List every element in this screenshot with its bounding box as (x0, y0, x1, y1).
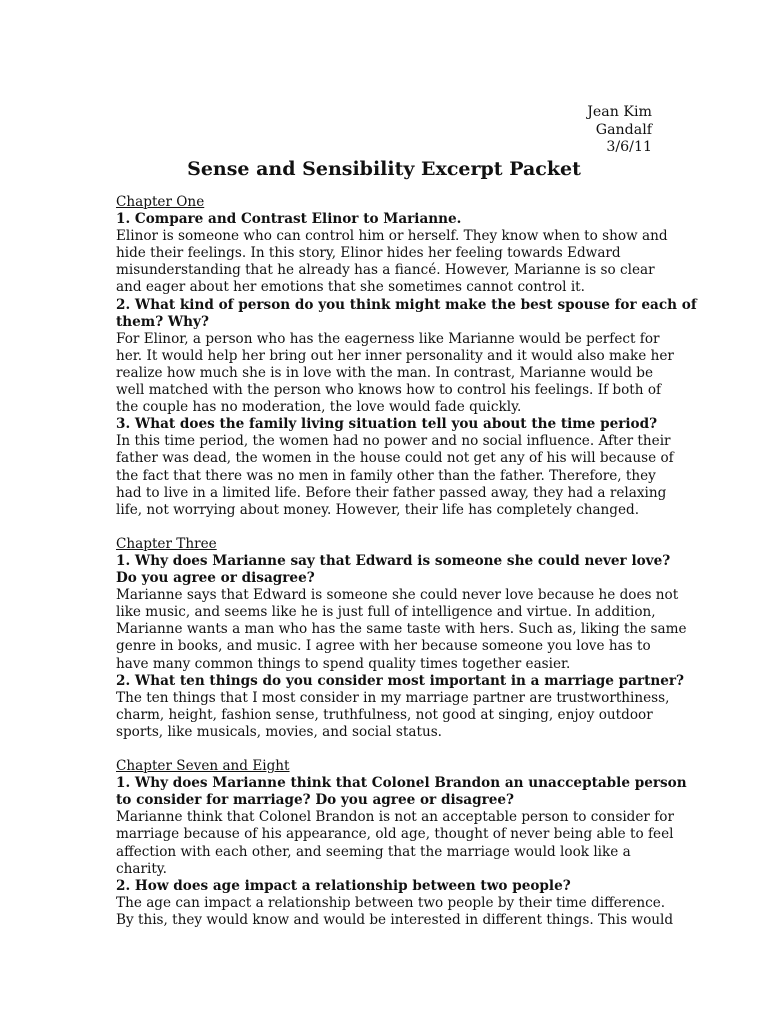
answer-line: Elinor is someone who can control him or herself. They know when to show and (116, 228, 668, 245)
chapter-heading: Chapter One (116, 194, 205, 210)
date: 3/6/11 (606, 139, 652, 155)
question-line: 2. How does age impact a relationship between two people? (116, 877, 571, 894)
answer-line: For Elinor, a person who has the eagerness like Marianne would be perfect for (116, 330, 660, 347)
student-name: Jean Kim (587, 104, 652, 120)
section-spacer (116, 519, 656, 536)
teacher-name: Gandalf (595, 121, 652, 138)
answer-line: life, not worrying about money. However, their life has completely changed. (116, 501, 640, 518)
answer-line: have many common things to spend quality times together easier. (116, 655, 571, 672)
question-line: to consider for marriage? Do you agree or disagree? (116, 792, 515, 809)
document-title: Sense and Sensibility Excerpt Packet (187, 158, 581, 180)
question-line: 1. Compare and Contrast Elinor to Marianne. (116, 211, 462, 228)
answer-line: In this time period, the women had no power and no social influence. After their (116, 433, 671, 450)
answer-line: The ten things that I most consider in my marriage partner are trustworthiness, (116, 689, 670, 706)
chapter-heading: Chapter Three (116, 535, 217, 552)
section-spacer (116, 741, 656, 758)
document-body (116, 194, 697, 929)
answer-line: and eager about her emotions that she sometimes cannot control it. (116, 279, 585, 296)
answer-line: realize how much she is in love with the man. In contrast, Marianne would be (116, 364, 654, 381)
answer-line: By this, they would know and would be interested in different things. This would (116, 911, 674, 928)
answer-line: sports, like musicals, movies, and social status. (116, 723, 442, 740)
answer-line: the couple has no moderation, the love would fade quickly. (116, 399, 522, 416)
chapter-heading: Chapter Seven and Eight (116, 758, 290, 775)
answer-line: charity. (116, 860, 167, 877)
header-block (587, 104, 652, 157)
answer-line: well matched with the person who knows how to control his feelings. If both of (116, 382, 662, 399)
answer-line: charm, height, fashion sense, truthfulness, not good at singing, enjoy outdoor (116, 706, 653, 723)
question-line: 1. Why does Marianne say that Edward is someone she could never love? (116, 552, 671, 569)
answer-line: Marianne wants a man who has the same taste with hers. Such as, liking the same (116, 621, 687, 638)
answer-line: like music, and seems like he is just full of intelligence and virtue. In addition, (116, 604, 656, 621)
answer-line: Marianne says that Edward is someone she could never love because he does not (116, 587, 679, 604)
answer-line: her. It would help her bring out her inner personality and it would also make her (116, 347, 674, 364)
answer-line: marriage because of his appearance, old age, thought of never being able to feel (116, 826, 674, 843)
answer-line: the fact that there was no men in family other than the father. Therefore, they (116, 467, 656, 484)
answer-line: had to live in a limited life. Before their father passed away, they had a relaxing (116, 484, 667, 501)
answer-line: The age can impact a relationship between two people by their time difference. (116, 894, 666, 911)
question-line: them? Why? (116, 313, 209, 330)
answer-line: affection with each other, and seeming that the marriage would look like a (116, 843, 631, 860)
question-line: Do you agree or disagree? (116, 570, 315, 587)
question-line: 3. What does the family living situation tell you about the time period? (116, 416, 658, 433)
answer-line: genre in books, and music. I agree with her because someone you love has to (116, 638, 651, 655)
answer-line: misunderstanding that he already has a fiancé. However, Marianne is so clear (116, 262, 655, 279)
answer-line: father was dead, the women in the house could not get any of his will because of (116, 450, 674, 467)
question-line: 1. Why does Marianne think that Colonel Brandon an unacceptable person (116, 775, 687, 792)
question-line: 2. What ten things do you consider most important in a marriage partner? (116, 672, 685, 689)
question-line: 2. What kind of person do you think might make the best spouse for each of (116, 296, 697, 313)
answer-line: hide their feelings. In this story, Elinor hides her feeling towards Edward (116, 245, 621, 262)
answer-line: Marianne think that Colonel Brandon is not an acceptable person to consider for (116, 809, 674, 826)
